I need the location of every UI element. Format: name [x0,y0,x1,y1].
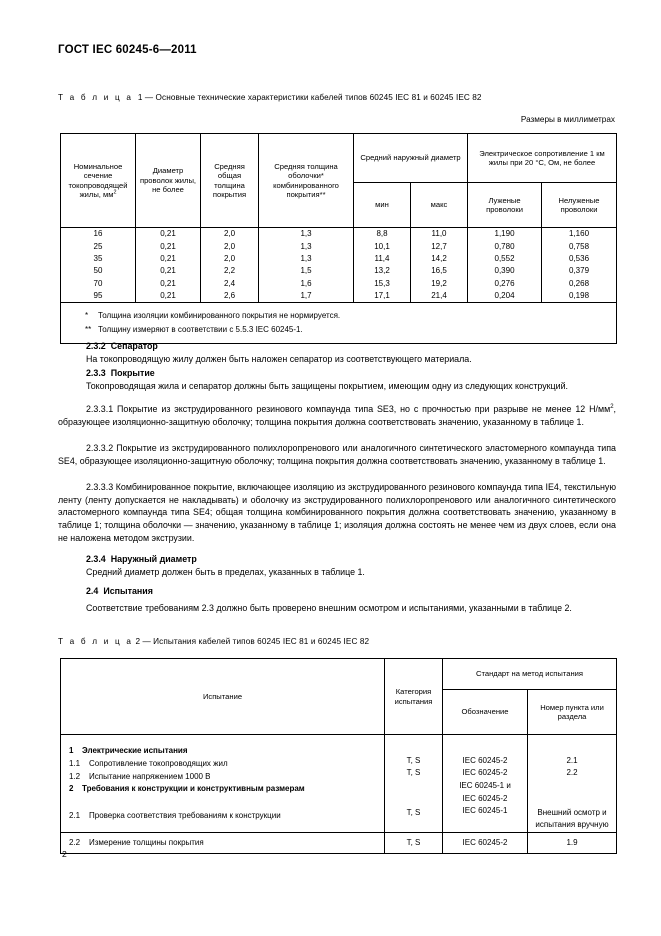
t1-r1-res-tinned: 0,780 [468,240,542,252]
table1-th-max: макс [411,183,468,228]
t1-r1-sheath-thk: 1,3 [259,240,354,252]
table2-row-1-1-clause: 2.1 [566,755,578,765]
table2-group1-tests-cell [61,735,385,833]
table2-th-designation: Обозначение [443,690,528,735]
t1-r3-dia-max: 16,5 [411,265,468,277]
section-2-3-3-1 [58,403,616,428]
table1-th-avg-total-thickness: Средняя общая толщина покрытия [201,134,259,228]
table1-th-electrical-resistance: Электрическое сопротивление 1 км жилы при 20 °C, Ом, не более [468,134,617,183]
table1-units-note: Размеры в миллиметрах [520,115,615,124]
table1-caption-label: Т а б л и ц а [58,93,134,102]
t1-r1-res-untinned: 0,758 [542,240,617,252]
t1-r5-dia-min: 17,1 [354,290,411,303]
page-number: 2 [62,849,67,859]
t1-r4-dia-max: 19,2 [411,278,468,290]
section-2-3-2-number: 2.3.2 [86,341,106,351]
table2-th-test: Испытание [61,659,385,735]
t1-r3-res-untinned: 0,379 [542,265,617,277]
table2-designation-cell-1 [443,735,528,833]
table2-row-2-1-clause: Внешний осмотр и испытания вручную [535,807,609,830]
table2-row-1-2-number: 1.2 [69,771,81,781]
table2-row-2-1-standard: IEC 60245-1 [462,806,508,816]
table2-category-cell-1 [385,735,443,833]
table1-th-untinned: Нелуженые проволоки [542,183,617,228]
t1-r3-wire-dia: 0,21 [136,265,201,277]
table2-row-2-2-number: 2.2 [69,837,81,847]
section-2-3-3-1-text-a: 2.3.3.1 Покрытие из экструдированного резинового компаунда типа SE3, но с прочностью при разрыве не менее 12 Н/мм [86,404,611,414]
footnote-marker-double: ** [85,325,92,335]
section-2-3-4-number: 2.3.4 [86,554,106,564]
table1-header [61,134,617,228]
table2-row-1-2-category: T, S [406,768,421,778]
table-row [61,278,617,290]
t1-r0-section: 16 [61,228,136,241]
section-2-3-2-title: Сепаратор [110,341,158,351]
document-standard-header: ГОСТ IEC 60245-6—2011 [58,44,197,56]
t1-r5-section: 95 [61,290,136,303]
table2-caption-number: 2 [135,637,141,646]
t1-r2-res-untinned: 0,536 [542,253,617,265]
t1-r4-res-untinned: 0,268 [542,278,617,290]
t1-r4-res-tinned: 0,276 [468,278,542,290]
section-2-3-2-body: На токопроводящую жилу должен быть наложен сепаратор из соответствующего материала. [86,353,472,364]
table2-caption-text: — Испытания кабелей типов 60245 IEC 81 и 60245 IEC 82 [142,637,370,646]
section-2-3-4-body: Средний диаметр должен быть в пределах, указанных в таблице 1. [86,566,365,577]
footnote-text-2: Толщину измеряют в соответствии с 5.5.3 IEC 60245-1. [98,325,303,335]
t1-r2-section: 35 [61,253,136,265]
section-2-3-3-body: Токопроводящая жила и сепаратор должны быть защищены покрытием, имеющим одну из следующих конструкций. [86,380,569,391]
t1-r0-total-thk: 2,0 [201,228,259,241]
table-row [61,228,617,241]
section-2-3-4-heading [86,553,616,566]
t1-r5-res-untinned: 0,198 [542,290,617,303]
table1-th-avg-outer-diameter: Средний наружный диаметр [354,134,468,183]
t1-r4-sheath-thk: 1,6 [259,278,354,290]
table2-group2-title: 2 Требования к конструкции и конструктивным размерам [69,783,384,796]
t1-r3-sheath-thk: 1,5 [259,265,354,277]
table2-row-2-1-number: 2.1 [69,810,81,820]
table2-tests [60,658,617,854]
section-2-3-3-number: 2.3.3 [86,368,106,378]
t1-r4-wire-dia: 0,21 [136,278,201,290]
table2-th-clause: Номер пункта или раздела [528,690,617,735]
table1-th-nominal-section: Номинальное сечение токопроводящей жилы, $мм^2$ [61,134,136,228]
section-2-4-number: 2.4 [86,586,99,596]
table2-row-1-1-standard: IEC 60245-2 [462,755,508,765]
t1-r1-wire-dia: 0,21 [136,240,201,252]
table2-row-2-2-standard: IEC 60245-2 [443,832,528,853]
table1-th-wire-diameter: Диаметр проволок жилы, не более [136,134,201,228]
section-2-3-3-1-superscript: 2 [610,404,614,411]
table2-row-2-1-category: T, S [406,807,421,817]
table2-row-1-2-label: 1.2 Испытание напряжением 1000 В [69,771,384,784]
table1-body [61,228,617,344]
t1-r2-sheath-thk: 1,3 [259,253,354,265]
t1-r1-dia-min: 10,1 [354,240,411,252]
table2-body [61,735,617,854]
table2-row-2-2-clause: 1.9 [528,832,617,853]
section-2-3-4 [58,553,616,578]
table1-caption [58,93,482,102]
section-2-3-3-1-text-b: , образующее изоляционно-защитную оболочку; толщина покрытия должна соответствовать значению, указанному в таблице 1. [58,404,616,427]
t1-r2-res-tinned: 0,552 [468,253,542,265]
t1-r1-dia-max: 12,7 [411,240,468,252]
table2-row-2-2-category: T, S [385,832,443,853]
t1-r2-dia-max: 14,2 [411,253,468,265]
section-2-3-2 [58,340,616,365]
section-2-3-3 [58,367,616,392]
table2-th-category: Категория испытания [385,659,443,735]
t1-r0-dia-min: 8,8 [354,228,411,241]
section-2-3-3-2: 2.3.3.2 Покрытие из экструдированного полихлоропренового или аналогичного синтетического эластомерного компаунда типа SE4, образующее изоляционно-защитную оболочку; толщина покрытия должна соответствовать значению, указанному в таблице 1. [58,443,616,466]
table2-row-2-2-label: 2.2 Измерение толщины покрытия [61,832,385,853]
section-2-4-heading [86,585,616,598]
t1-r0-res-tinned: 1,190 [468,228,542,241]
table2-caption [58,637,369,646]
section-2-3-3-title: Покрытие [110,368,155,378]
table2-clause-cell-1 [528,735,617,833]
section-2-3-4-title: Наружный диаметр [110,554,197,564]
table2-row-1-1-category: T, S [406,755,421,765]
t1-r1-total-thk: 2,0 [201,240,259,252]
section-2-4-title: Испытания [103,586,153,596]
table2-group1-title: 1 Электрические испытания [69,745,384,758]
table1-main-characteristics [60,133,617,344]
table-row [61,253,617,265]
section-2-3-3-3: 2.3.3.3 Комбинированное покрытие, включающее изоляцию из экструдированного резинового компаунда типа IE4, текстильную ленту (ленту допускается не накладывать) и оболочку из экструдированного полихлоропренового или аналогичного синтетического эластомерного компаунда типа SE4; общая толщина комбинированного покрытия должна соответствовать значению, указанному в таблице 1; толщина оболочки — значению, указанному в таблице 1; изоляция должна состоять не менее чем из двух слоев, если она не наложена методом экструзии. [58,482,616,543]
t1-r5-res-tinned: 0,204 [468,290,542,303]
table2-group1-number: 1 [69,746,74,756]
table1-th-nominal-section-sup: 2 [113,189,117,196]
t1-r5-dia-max: 21,4 [411,290,468,303]
t1-r3-total-thk: 2,2 [201,265,259,277]
footnote-marker-single: * [85,311,89,321]
table1-footnote-2 [85,323,616,337]
t1-r0-sheath-thk: 1,3 [259,228,354,241]
table2-group2-number: 2 [69,784,74,794]
table2-header [61,659,617,735]
table2-group2-standard-line1: IEC 60245-1 и [459,780,511,790]
t1-r3-dia-min: 13,2 [354,265,411,277]
t1-r4-total-thk: 2,4 [201,278,259,290]
table2-row-1-1-number: 1.1 [69,758,81,768]
t1-r2-total-thk: 2,0 [201,253,259,265]
t1-r3-res-tinned: 0,390 [468,265,542,277]
t1-r5-sheath-thk: 1,7 [259,290,354,303]
table2-th-standard-group: Стандарт на метод испытания [443,659,617,690]
table2-spacer [69,796,384,810]
table1-footnote-row [61,303,617,344]
table2-row-1-1-label: 1.1 Сопротивление токопроводящих жил [69,758,384,771]
table-row [61,832,617,853]
table2-row-2-1-label: 2.1 Проверка соответствия требованиям к конструкции [69,810,384,823]
table1-th-tinned: Луженые проволоки [468,183,542,228]
table1-caption-text: — Основные технические характеристики кабелей типов 60245 IEC 81 и 60245 IEC 82 [144,93,482,102]
t1-r2-dia-min: 11,4 [354,253,411,265]
t1-r3-section: 50 [61,265,136,277]
section-2-4-body: Соответствие требованиям 2.3 должно быть проверено внешним осмотром и испытаниями, указанными в таблице 2. [86,602,572,613]
footnote-text-1: Толщина изоляции комбинированного покрытия не нормируется. [98,311,341,321]
table1-caption-number: 1 [137,93,143,102]
section-2-4 [58,585,616,614]
table-row [61,240,617,252]
t1-r0-wire-dia: 0,21 [136,228,201,241]
table2-group2-standard-line2: IEC 60245-2 [462,793,508,803]
t1-r0-res-untinned: 1,160 [542,228,617,241]
table-row [61,290,617,303]
table2-row-1-2-clause: 2.2 [566,768,578,778]
table-row [61,735,617,833]
t1-r4-section: 70 [61,278,136,290]
table1-footnotes [61,303,617,344]
t1-r0-dia-max: 11,0 [411,228,468,241]
section-2-3-2-heading [86,340,616,353]
t1-r2-wire-dia: 0,21 [136,253,201,265]
t1-r5-wire-dia: 0,21 [136,290,201,303]
table2-caption-label: Т а б л и ц а [58,637,134,646]
t1-r1-section: 25 [61,240,136,252]
table-row [61,265,617,277]
table2-row-1-2-standard: IEC 60245-2 [462,768,508,778]
t1-r4-dia-min: 15,3 [354,278,411,290]
section-2-3-3-heading [86,367,616,380]
table1-th-min: мин [354,183,411,228]
table1-th-avg-sheath-thickness: Средняя толщина оболочки* комбинированного покрытия** [259,134,354,228]
table1-footnote-1 [85,309,616,323]
t1-r5-total-thk: 2,6 [201,290,259,303]
